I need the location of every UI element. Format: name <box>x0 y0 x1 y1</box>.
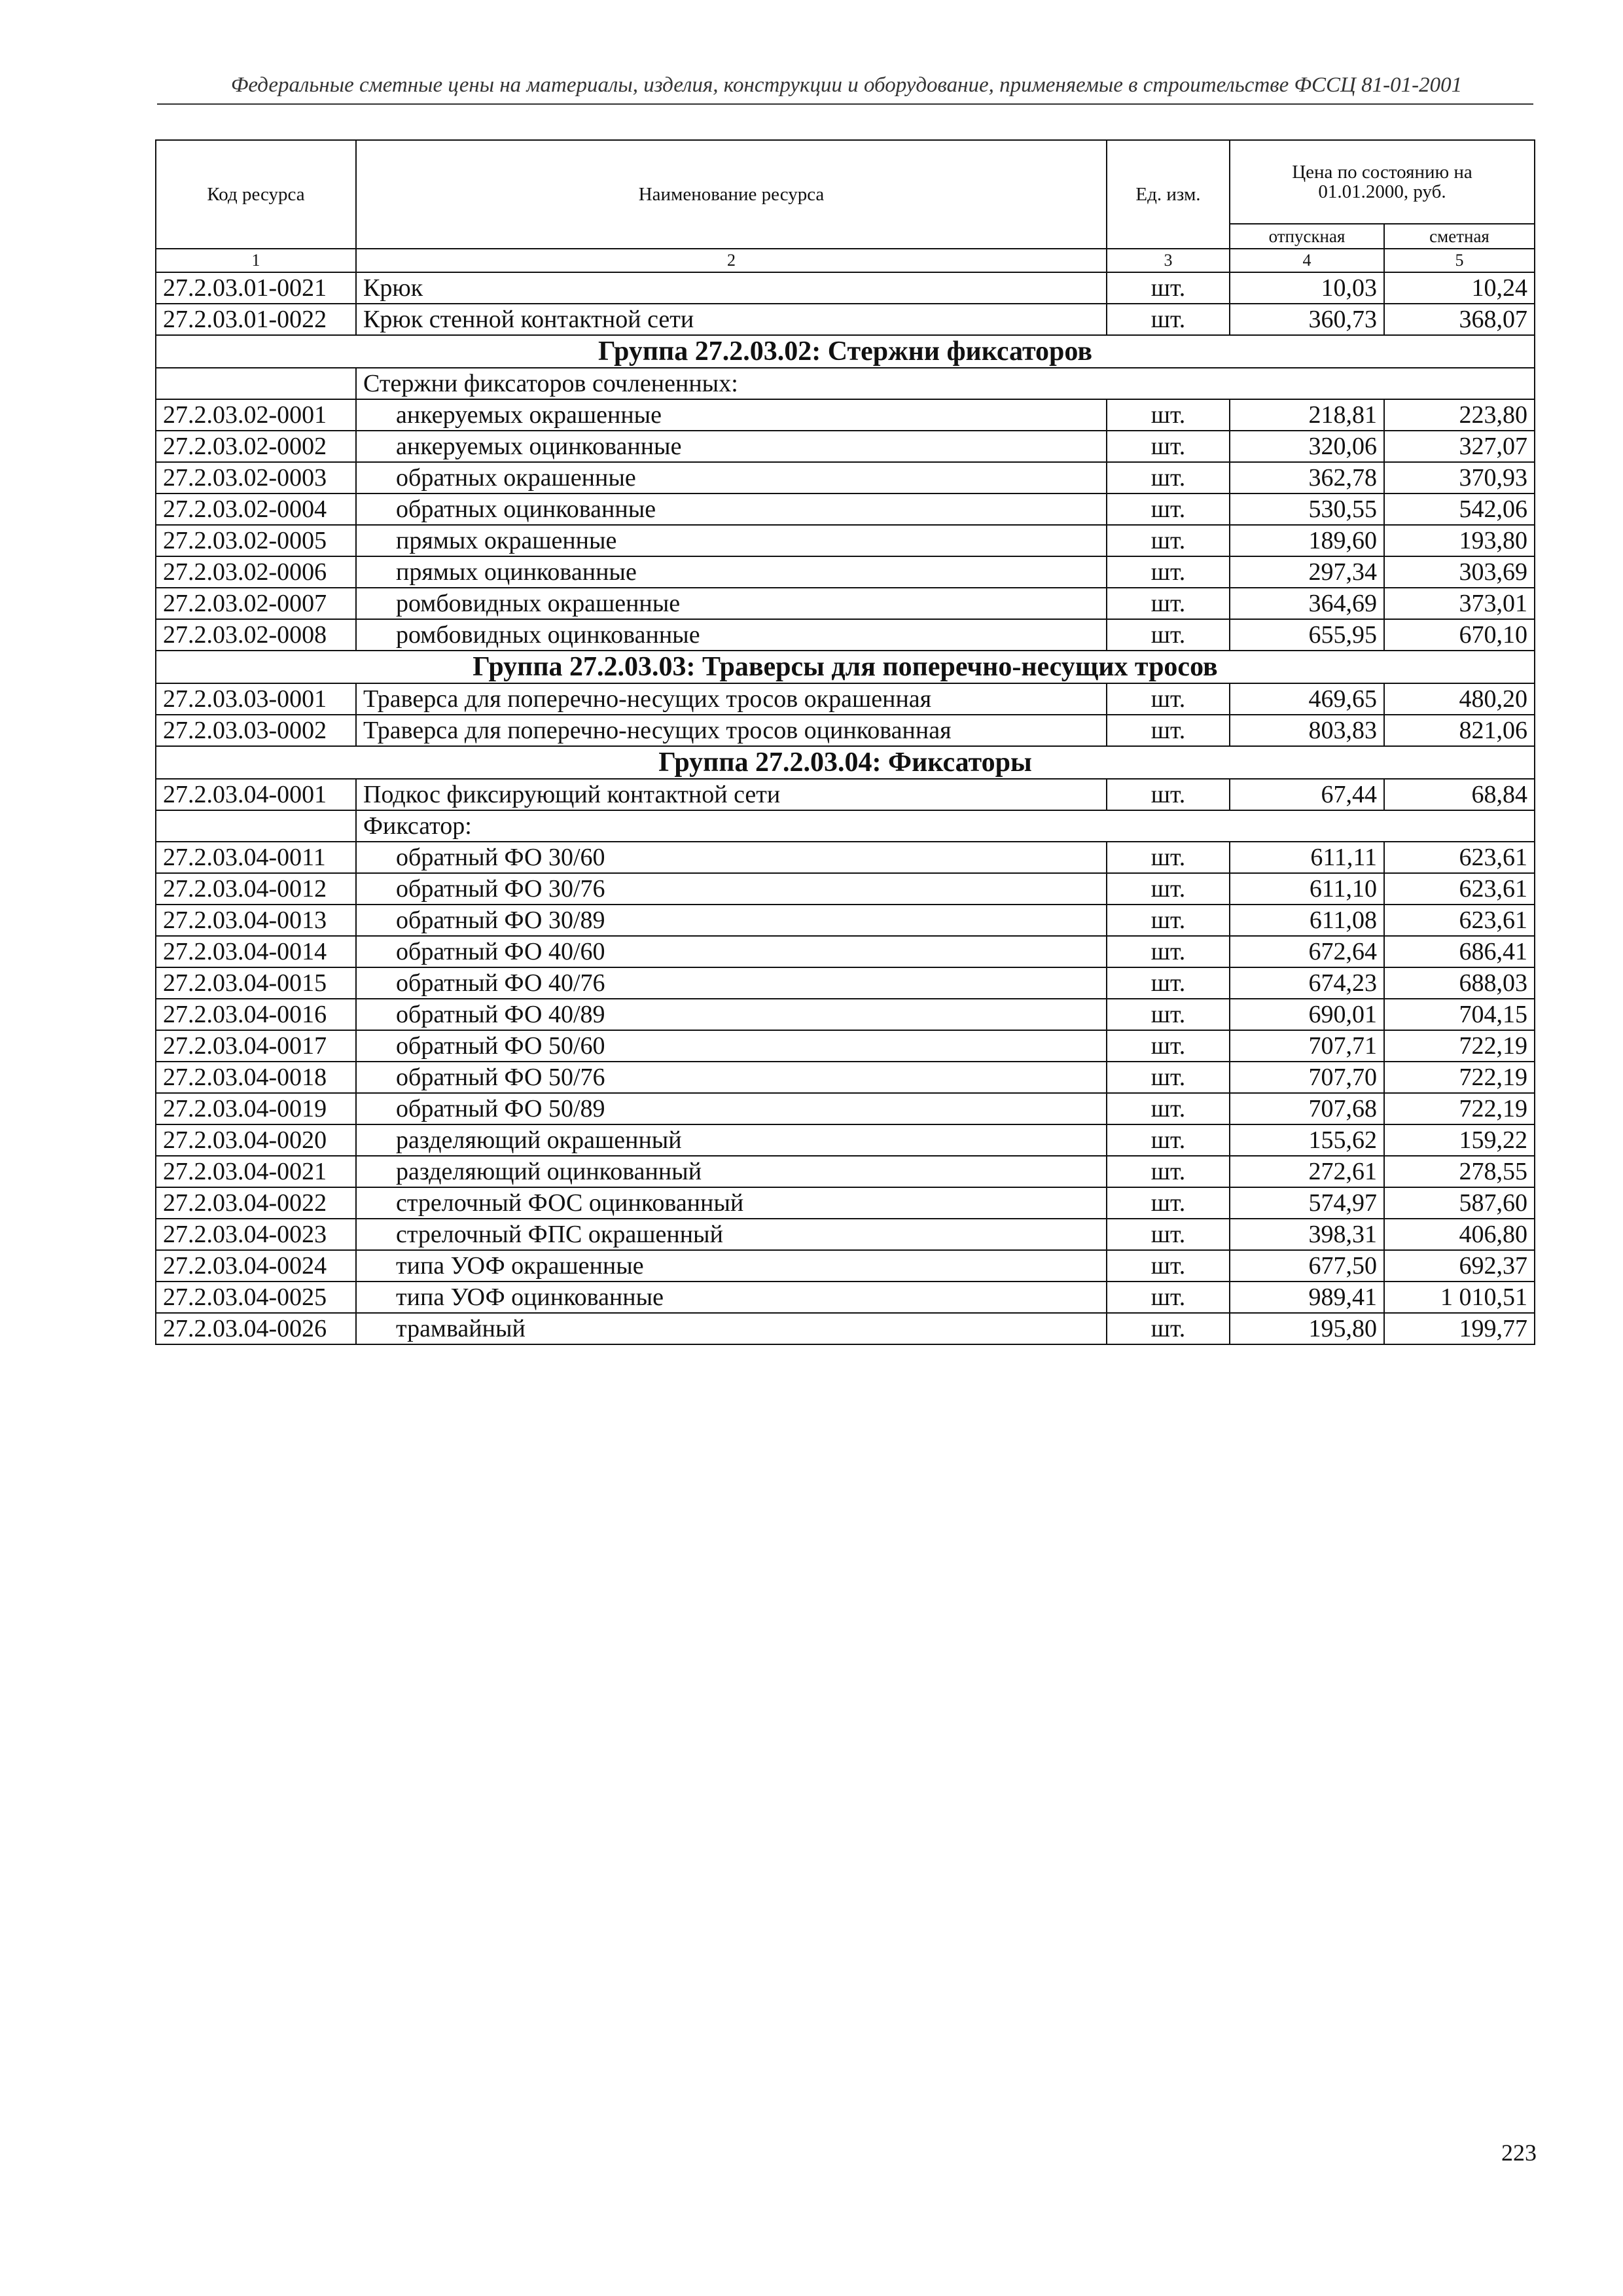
header-rule <box>157 103 1533 105</box>
table-row <box>156 1282 1535 1313</box>
cell-estimate-price: 722,19 <box>1384 1030 1535 1062</box>
cell-unit: шт. <box>1107 999 1230 1030</box>
cell-unit: шт. <box>1107 1093 1230 1124</box>
cell-estimate-price: 159,22 <box>1384 1124 1535 1156</box>
cell-code: 27.2.03.02-0007 <box>156 588 356 619</box>
cell-name: обратный ФО 50/60 <box>356 1030 1107 1062</box>
cell-unit: шт. <box>1107 779 1230 810</box>
group-heading-row <box>156 651 1535 683</box>
table-row <box>156 905 1535 936</box>
subheading-row <box>156 368 1535 399</box>
cell-estimate-price: 327,07 <box>1384 431 1535 462</box>
cell-name: разделяющий окрашенный <box>356 1124 1107 1156</box>
cell-estimate-price: 686,41 <box>1384 936 1535 967</box>
cell-code: 27.2.03.01-0022 <box>156 304 356 335</box>
group-title: Группа 27.2.03.04: Фиксаторы <box>156 746 1535 779</box>
cell-name: типа УОФ окрашенные <box>356 1250 1107 1282</box>
cell-release-price: 690,01 <box>1230 999 1384 1030</box>
table-row <box>156 1156 1535 1187</box>
cell-release-price: 530,55 <box>1230 493 1384 525</box>
cell-code: 27.2.03.04-0021 <box>156 1156 356 1187</box>
group-title: Группа 27.2.03.02: Стержни фиксаторов <box>156 335 1535 368</box>
column-number: 3 <box>1107 249 1230 272</box>
cell-code: 27.2.03.02-0005 <box>156 525 356 556</box>
table-row <box>156 525 1535 556</box>
cell-unit: шт. <box>1107 1124 1230 1156</box>
table-row <box>156 556 1535 588</box>
column-number: 4 <box>1230 249 1384 272</box>
cell-release-price: 189,60 <box>1230 525 1384 556</box>
cell-name: Подкос фиксирующий контактной сети <box>356 779 1107 810</box>
cell-code-empty <box>156 368 356 399</box>
cell-release-price: 707,70 <box>1230 1062 1384 1093</box>
cell-name: трамвайный <box>356 1313 1107 1344</box>
cell-code: 27.2.03.04-0025 <box>156 1282 356 1313</box>
table-row <box>156 999 1535 1030</box>
cell-estimate-price: 10,24 <box>1384 272 1535 304</box>
running-header: Федеральные сметные цены на материалы, изделия, конструкции и оборудование, применяемые в строительстве ФССЦ 81-01-2001 <box>230 73 1463 97</box>
cell-estimate-price: 303,69 <box>1384 556 1535 588</box>
table-row <box>156 431 1535 462</box>
cell-name: обратный ФО 40/76 <box>356 967 1107 999</box>
cell-code: 27.2.03.04-0019 <box>156 1093 356 1124</box>
cell-unit: шт. <box>1107 1250 1230 1282</box>
cell-code: 27.2.03.04-0026 <box>156 1313 356 1344</box>
cell-release-price: 364,69 <box>1230 588 1384 619</box>
cell-name: Траверса для поперечно-несущих тросов оцинкованная <box>356 715 1107 746</box>
cell-unit: шт. <box>1107 1187 1230 1219</box>
cell-estimate-price: 1 010,51 <box>1384 1282 1535 1313</box>
cell-release-price: 674,23 <box>1230 967 1384 999</box>
cell-estimate-price: 223,80 <box>1384 399 1535 431</box>
cell-unit: шт. <box>1107 272 1230 304</box>
cell-estimate-price: 587,60 <box>1384 1187 1535 1219</box>
cell-unit: шт. <box>1107 399 1230 431</box>
cell-name: Крюк <box>356 272 1107 304</box>
cell-code: 27.2.03.04-0012 <box>156 873 356 905</box>
table-row <box>156 1219 1535 1250</box>
table-row <box>156 715 1535 746</box>
cell-estimate-price: 406,80 <box>1384 1219 1535 1250</box>
cell-estimate-price: 623,61 <box>1384 905 1535 936</box>
table-header-row <box>156 140 1535 224</box>
cell-name: обратный ФО 50/89 <box>356 1093 1107 1124</box>
cell-estimate-price: 688,03 <box>1384 967 1535 999</box>
cell-estimate-price: 370,93 <box>1384 462 1535 493</box>
cell-code: 27.2.03.04-0013 <box>156 905 356 936</box>
table-row <box>156 399 1535 431</box>
cell-unit: шт. <box>1107 967 1230 999</box>
cell-release-price: 469,65 <box>1230 683 1384 715</box>
cell-estimate-price: 278,55 <box>1384 1156 1535 1187</box>
table-row <box>156 873 1535 905</box>
table-row <box>156 1062 1535 1093</box>
table-row <box>156 967 1535 999</box>
cell-unit: шт. <box>1107 556 1230 588</box>
cell-release-price: 320,06 <box>1230 431 1384 462</box>
cell-estimate-price: 199,77 <box>1384 1313 1535 1344</box>
cell-code: 27.2.03.04-0023 <box>156 1219 356 1250</box>
cell-release-price: 67,44 <box>1230 779 1384 810</box>
cell-code: 27.2.03.04-0022 <box>156 1187 356 1219</box>
cell-name: обратный ФО 30/76 <box>356 873 1107 905</box>
cell-name: анкеруемых окрашенные <box>356 399 1107 431</box>
cell-unit: шт. <box>1107 1030 1230 1062</box>
table-row <box>156 1250 1535 1282</box>
cell-name: обратный ФО 30/89 <box>356 905 1107 936</box>
cell-code: 27.2.03.04-0017 <box>156 1030 356 1062</box>
cell-unit: шт. <box>1107 588 1230 619</box>
cell-release-price: 272,61 <box>1230 1156 1384 1187</box>
column-number-row <box>156 249 1535 272</box>
cell-estimate-price: 542,06 <box>1384 493 1535 525</box>
cell-unit: шт. <box>1107 842 1230 873</box>
cell-name: Траверса для поперечно-несущих тросов окрашенная <box>356 683 1107 715</box>
cell-code: 27.2.03.02-0002 <box>156 431 356 462</box>
table-row <box>156 936 1535 967</box>
page-number: 223 <box>1501 2140 1537 2166</box>
cell-release-price: 677,50 <box>1230 1250 1384 1282</box>
table-row <box>156 1124 1535 1156</box>
subheading-row <box>156 810 1535 842</box>
table-row <box>156 304 1535 335</box>
cell-release-price: 611,11 <box>1230 842 1384 873</box>
column-number: 1 <box>156 249 356 272</box>
cell-estimate-price: 692,37 <box>1384 1250 1535 1282</box>
header-name: Наименование ресурса <box>356 140 1107 249</box>
cell-code: 27.2.03.02-0001 <box>156 399 356 431</box>
cell-name: обратных оцинкованные <box>356 493 1107 525</box>
group-heading-row <box>156 746 1535 779</box>
header-code: Код ресурса <box>156 140 356 249</box>
cell-estimate-price: 670,10 <box>1384 619 1535 651</box>
cell-release-price: 360,73 <box>1230 304 1384 335</box>
cell-release-price: 218,81 <box>1230 399 1384 431</box>
cell-release-price: 611,10 <box>1230 873 1384 905</box>
cell-name: анкеруемых оцинкованные <box>356 431 1107 462</box>
cell-unit: шт. <box>1107 493 1230 525</box>
cell-name: обратных окрашенные <box>356 462 1107 493</box>
cell-code: 27.2.03.04-0011 <box>156 842 356 873</box>
cell-release-price: 195,80 <box>1230 1313 1384 1344</box>
cell-code: 27.2.03.02-0008 <box>156 619 356 651</box>
table-row <box>156 1313 1535 1344</box>
cell-code: 27.2.03.04-0024 <box>156 1250 356 1282</box>
cell-estimate-price: 368,07 <box>1384 304 1535 335</box>
cell-code-empty <box>156 810 356 842</box>
cell-unit: шт. <box>1107 873 1230 905</box>
cell-release-price: 611,08 <box>1230 905 1384 936</box>
table-row <box>156 272 1535 304</box>
header-unit: Ед. изм. <box>1107 140 1230 249</box>
subheading-text: Фиксатор: <box>356 810 1535 842</box>
cell-name: прямых окрашенные <box>356 525 1107 556</box>
cell-name: стрелочный ФОС оцинкованный <box>356 1187 1107 1219</box>
cell-unit: шт. <box>1107 1313 1230 1344</box>
cell-release-price: 803,83 <box>1230 715 1384 746</box>
cell-estimate-price: 722,19 <box>1384 1062 1535 1093</box>
cell-release-price: 989,41 <box>1230 1282 1384 1313</box>
cell-release-price: 574,97 <box>1230 1187 1384 1219</box>
table-row <box>156 683 1535 715</box>
table-row <box>156 779 1535 810</box>
cell-unit: шт. <box>1107 462 1230 493</box>
cell-name: обратный ФО 30/60 <box>356 842 1107 873</box>
cell-name: обратный ФО 50/76 <box>356 1062 1107 1093</box>
cell-estimate-price: 623,61 <box>1384 873 1535 905</box>
cell-estimate-price: 704,15 <box>1384 999 1535 1030</box>
table-row <box>156 1093 1535 1124</box>
cell-release-price: 707,68 <box>1230 1093 1384 1124</box>
table-row <box>156 1187 1535 1219</box>
cell-code: 27.2.03.04-0001 <box>156 779 356 810</box>
table-body <box>156 272 1535 1344</box>
cell-unit: шт. <box>1107 936 1230 967</box>
cell-code: 27.2.03.02-0004 <box>156 493 356 525</box>
column-number: 5 <box>1384 249 1535 272</box>
cell-unit: шт. <box>1107 715 1230 746</box>
table-row <box>156 1030 1535 1062</box>
cell-name: прямых оцинкованные <box>356 556 1107 588</box>
cell-unit: шт. <box>1107 1062 1230 1093</box>
table-row <box>156 619 1535 651</box>
cell-unit: шт. <box>1107 1282 1230 1313</box>
group-heading-row <box>156 335 1535 368</box>
cell-code: 27.2.03.04-0015 <box>156 967 356 999</box>
cell-unit: шт. <box>1107 683 1230 715</box>
table-row <box>156 588 1535 619</box>
cell-code: 27.2.03.03-0002 <box>156 715 356 746</box>
cell-estimate-price: 722,19 <box>1384 1093 1535 1124</box>
cell-estimate-price: 68,84 <box>1384 779 1535 810</box>
cell-code: 27.2.03.04-0018 <box>156 1062 356 1093</box>
cell-unit: шт. <box>1107 1156 1230 1187</box>
cell-code: 27.2.03.01-0021 <box>156 272 356 304</box>
cell-unit: шт. <box>1107 905 1230 936</box>
cell-code: 27.2.03.04-0020 <box>156 1124 356 1156</box>
cell-name: стрелочный ФПС окрашенный <box>356 1219 1107 1250</box>
subheading-text: Стержни фиксаторов сочлененных: <box>356 368 1535 399</box>
cell-unit: шт. <box>1107 619 1230 651</box>
cell-estimate-price: 193,80 <box>1384 525 1535 556</box>
cell-release-price: 297,34 <box>1230 556 1384 588</box>
cell-name: ромбовидных оцинкованные <box>356 619 1107 651</box>
cell-release-price: 155,62 <box>1230 1124 1384 1156</box>
cell-unit: шт. <box>1107 304 1230 335</box>
cell-code: 27.2.03.03-0001 <box>156 683 356 715</box>
cell-estimate-price: 821,06 <box>1384 715 1535 746</box>
cell-release-price: 10,03 <box>1230 272 1384 304</box>
cell-code: 27.2.03.02-0003 <box>156 462 356 493</box>
cell-estimate-price: 373,01 <box>1384 588 1535 619</box>
table-row <box>156 462 1535 493</box>
cell-estimate-price: 623,61 <box>1384 842 1535 873</box>
header-price: Цена по состоянию на 01.01.2000, руб. <box>1230 140 1535 224</box>
cell-release-price: 707,71 <box>1230 1030 1384 1062</box>
cell-release-price: 655,95 <box>1230 619 1384 651</box>
cell-unit: шт. <box>1107 431 1230 462</box>
header-release-price: отпускная <box>1230 224 1384 249</box>
table-row <box>156 842 1535 873</box>
cell-estimate-price: 480,20 <box>1384 683 1535 715</box>
table-row <box>156 493 1535 525</box>
cell-name: обратный ФО 40/89 <box>356 999 1107 1030</box>
cell-code: 27.2.03.04-0014 <box>156 936 356 967</box>
cell-unit: шт. <box>1107 525 1230 556</box>
cell-release-price: 362,78 <box>1230 462 1384 493</box>
cell-name: разделяющий оцинкованный <box>356 1156 1107 1187</box>
cell-code: 27.2.03.02-0006 <box>156 556 356 588</box>
group-title: Группа 27.2.03.03: Траверсы для поперечно-несущих тросов <box>156 651 1535 683</box>
cell-name: Крюк стенной контактной сети <box>356 304 1107 335</box>
cell-name: типа УОФ оцинкованные <box>356 1282 1107 1313</box>
cell-release-price: 398,31 <box>1230 1219 1384 1250</box>
cell-code: 27.2.03.04-0016 <box>156 999 356 1030</box>
header-estimate-price: сметная <box>1384 224 1535 249</box>
cell-name: ромбовидных окрашенные <box>356 588 1107 619</box>
column-number: 2 <box>356 249 1107 272</box>
cell-release-price: 672,64 <box>1230 936 1384 967</box>
cell-unit: шт. <box>1107 1219 1230 1250</box>
cell-name: обратный ФО 40/60 <box>356 936 1107 967</box>
price-table <box>155 139 1535 1345</box>
